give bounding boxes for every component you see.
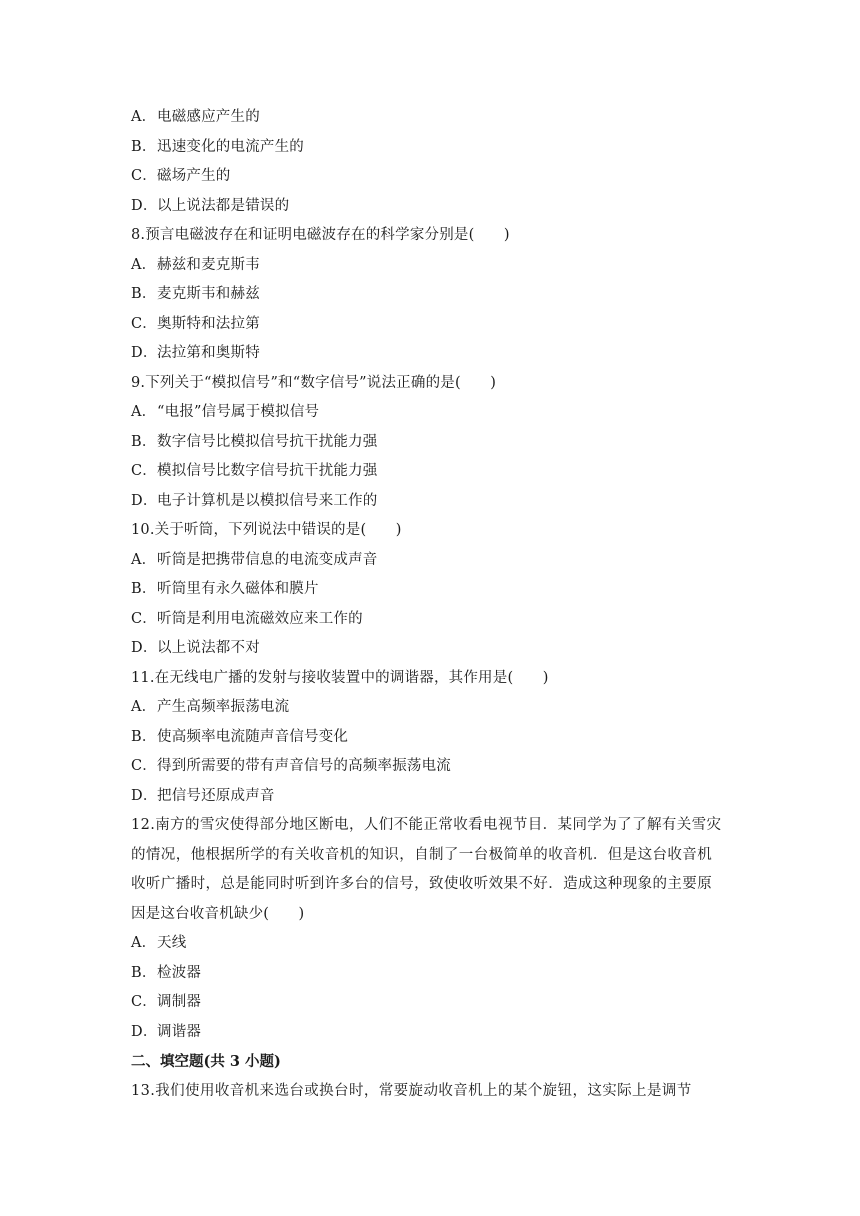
option-text: 听筒是利用电流磁效应来工作的: [157, 610, 363, 627]
option-text: 把信号还原成声音: [157, 787, 275, 804]
option-letter: C．: [131, 168, 157, 184]
option-letter: B．: [131, 138, 157, 155]
q10-option-b: [131, 575, 735, 605]
option-letter: C．: [131, 463, 157, 479]
q8-option-c: [131, 310, 735, 340]
q11-option-c: [131, 752, 735, 782]
option-letter: D．: [131, 1023, 158, 1040]
q12-option-b: [131, 959, 735, 989]
option-text: 以上说法都是错误的: [157, 197, 290, 214]
option-text: 磁场产生的: [157, 168, 231, 184]
option-letter: D．: [131, 197, 158, 214]
q8-option-a: [131, 251, 735, 281]
q10-option-a: [131, 546, 735, 576]
q8-stem: 8.预言电磁波存在和证明电磁波存在的科学家分别是( ): [131, 227, 510, 243]
option-letter: A．: [131, 256, 157, 273]
section-title: 二、填空题(共 3 小题): [131, 1053, 281, 1070]
q8-option-b: [131, 280, 735, 310]
option-letter: A．: [131, 109, 157, 125]
option-text: 得到所需要的带有声音信号的高频率振荡电流: [157, 758, 451, 774]
q7-option-d: [131, 192, 735, 222]
q9-option-b: [131, 428, 735, 458]
option-text: 检波器: [157, 964, 202, 981]
option-letter: B．: [131, 286, 157, 302]
option-text: 迅速变化的电流产生的: [157, 138, 304, 155]
q11-option-a: [131, 693, 735, 723]
option-text: 听筒是把携带信息的电流变成声音: [157, 551, 378, 568]
option-text: 模拟信号比数字信号抗干扰能力强: [157, 463, 378, 479]
q12-option-a: [131, 929, 735, 959]
q7-option-c: [131, 162, 735, 192]
q8-option-d: [131, 339, 735, 369]
option-text: 赫兹和麦克斯韦: [157, 256, 260, 273]
option-letter: D．: [131, 640, 158, 656]
q7-option-a: [131, 103, 735, 133]
option-text: “电报”信号属于模拟信号: [157, 404, 320, 420]
option-letter: B．: [131, 728, 157, 745]
q11-stem: 11.在无线电广播的发射与接收装置中的调谐器，其作用是( ): [131, 669, 549, 686]
option-letter: D．: [131, 787, 158, 804]
option-letter: A．: [131, 935, 157, 951]
document-content: [131, 103, 735, 1106]
q13-stem: 13.我们使用收音机来选台或换台时，常要旋动收音机上的某个旋钮，这实际上是调节: [131, 1082, 692, 1099]
option-letter: C．: [131, 610, 157, 627]
q11-option-b: [131, 723, 735, 753]
q11-option-d: [131, 782, 735, 812]
q10-stem: 10.关于听筒，下列说法中错误的是( ): [131, 522, 402, 538]
option-letter: D．: [131, 345, 158, 361]
option-letter: A．: [131, 404, 157, 420]
q12-stem-line: 的情况，他根据所学的有关收音机的知识，自制了一台极简单的收音机．但是这台收音机: [131, 846, 713, 863]
option-text: 调制器: [157, 994, 202, 1010]
q9-stem: 9.下列关于“模拟信号”和“数字信号”说法正确的是( ): [131, 374, 497, 391]
q12-option-c: [131, 988, 735, 1018]
option-text: 数字信号比模拟信号抗干扰能力强: [157, 433, 378, 450]
option-letter: A．: [131, 699, 157, 715]
q12-stem-line: 收听广播时，总是能同时听到许多台的信号，致使收听效果不好．造成这种现象的主要原: [131, 876, 713, 892]
option-text: 天线: [157, 935, 187, 951]
q9-option-d: [131, 487, 735, 517]
q12-stem-line: 因是这台收音机缺少( ): [131, 905, 305, 922]
q12-option-d: [131, 1018, 735, 1048]
option-letter: C．: [131, 315, 157, 332]
q9-option-c: [131, 457, 735, 487]
q10-option-c: [131, 605, 735, 635]
option-text: 以上说法都不对: [157, 640, 260, 656]
option-letter: C．: [131, 994, 157, 1010]
option-text: 产生高频率振荡电流: [157, 699, 290, 715]
option-letter: A．: [131, 551, 157, 568]
option-text: 法拉第和奥斯特: [157, 345, 260, 361]
option-text: 听筒里有永久磁体和膜片: [157, 581, 319, 597]
option-text: 电子计算机是以模拟信号来工作的: [157, 492, 378, 509]
q10-option-d: [131, 634, 735, 664]
option-text: 奥斯特和法拉第: [157, 315, 260, 332]
option-letter: B．: [131, 964, 157, 981]
option-text: 麦克斯韦和赫兹: [157, 286, 260, 302]
q9-option-a: [131, 398, 735, 428]
q7-option-b: [131, 133, 735, 163]
option-letter: D．: [131, 492, 158, 509]
option-text: 使高频率电流随声音信号变化: [157, 728, 349, 745]
option-letter: B．: [131, 433, 157, 450]
q12-stem-line: 12.南方的雪灾使得部分地区断电，人们不能正常收看电视节目．某同学为了了解有关雪灾: [131, 817, 722, 833]
option-text: 调谐器: [157, 1023, 202, 1040]
option-letter: C．: [131, 758, 157, 774]
option-text: 电磁感应产生的: [157, 109, 260, 125]
option-letter: B．: [131, 581, 157, 597]
